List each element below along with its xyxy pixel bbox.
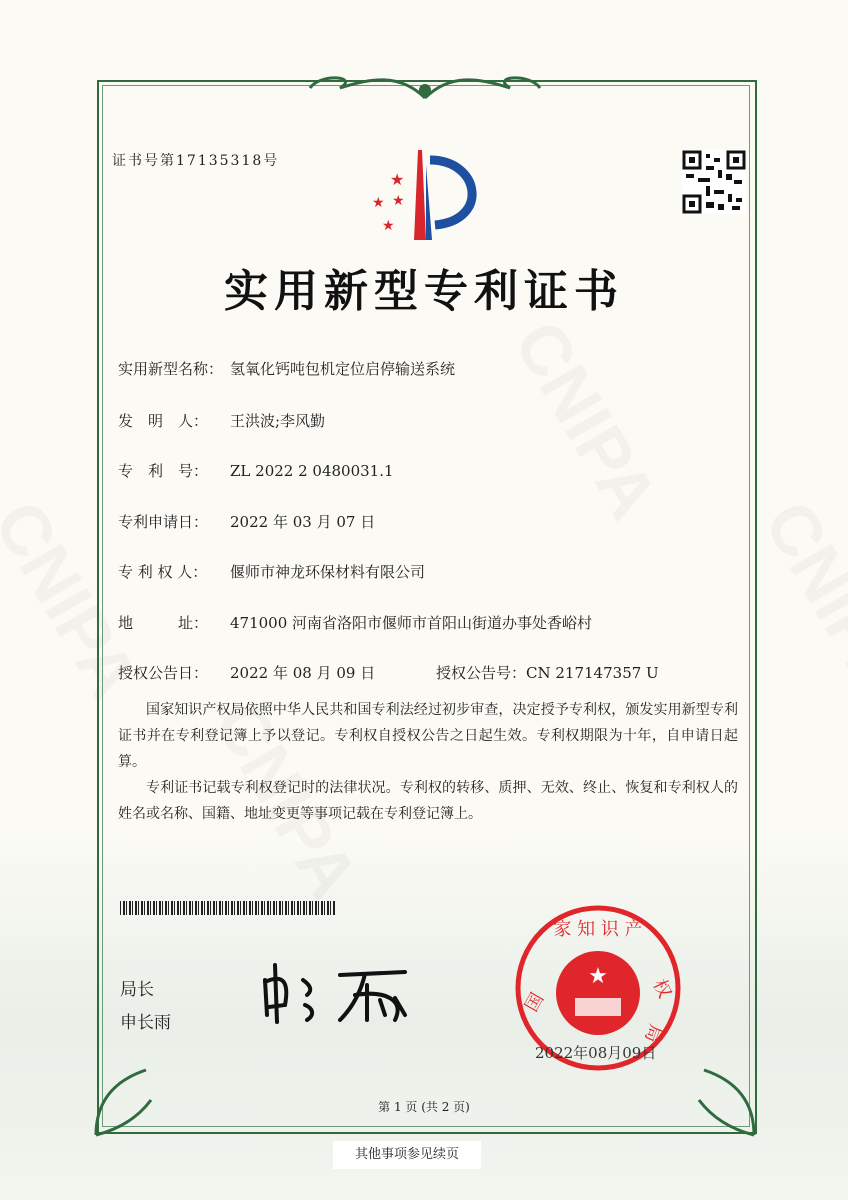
svg-text:权: 权 xyxy=(648,976,676,1002)
field-patent-number xyxy=(118,460,394,481)
svg-text:★: ★ xyxy=(372,195,385,211)
seal-text: 家 知 识 产 xyxy=(553,919,643,940)
statement-paragraph: 国家知识产权局依照中华人民共和国专利法经过初步审查，决定授予专利权，颁发实用新型专利证书并在专利登记簿上予以登记。专利权自授权公告之日起生效。专利权期限为十年，自申请日起算。 xyxy=(118,702,738,770)
signature xyxy=(255,960,445,1030)
svg-text:局: 局 xyxy=(640,1021,667,1046)
field-value: 氢氧化钙吨包机定位启停输送系统 xyxy=(230,360,456,378)
field-label: 地 址： xyxy=(118,614,209,632)
field-label: 实用新型名称： xyxy=(118,360,224,378)
statement-paragraph: 专利证书记载专利权登记时的法律状况。专利权的转移、质押、无效、终止、恢复和专利权人的姓名或名称、国籍、地址变更等事项记载在专利登记簿上。 xyxy=(118,780,738,822)
svg-text:国: 国 xyxy=(521,989,549,1016)
top-ornament xyxy=(300,68,550,108)
seal-date: 2022年08月09日 xyxy=(535,1044,657,1062)
field-value: 王洪波;李风勤 xyxy=(230,412,326,430)
certificate-number: 证书号第17135318号 xyxy=(112,153,280,169)
field-label: 授权公告号： xyxy=(436,664,527,682)
qr-code xyxy=(682,150,746,214)
field-value: 471000 河南省洛阳市偃师市首阳山街道办事处香峪村 xyxy=(230,614,593,632)
field-value: 2022 年 03 月 07 日 xyxy=(230,513,376,531)
field-value: CN 217147357 U xyxy=(526,664,659,682)
barcode xyxy=(120,901,335,915)
page-number: 第 1 页 (共 2 页) xyxy=(378,1100,470,1114)
svg-text:★: ★ xyxy=(390,170,405,189)
signatory-name: 申长雨 xyxy=(120,1013,171,1033)
field-label: 授权公告日： xyxy=(118,664,209,682)
svg-text:★: ★ xyxy=(588,964,608,989)
signatory-title: 局长 xyxy=(120,980,154,1000)
field-inventors xyxy=(118,410,325,431)
continued-note: 其他事项参见续页 xyxy=(333,1141,481,1169)
field-value: ZL 2022 2 0480031.1 xyxy=(230,462,394,480)
field-grant-number xyxy=(436,662,659,683)
field-label: 专 利 权 人： xyxy=(118,563,208,581)
svg-text:★: ★ xyxy=(382,218,395,234)
field-patentee xyxy=(118,561,425,582)
field-label: 专利申请日： xyxy=(118,513,209,531)
field-grant-date xyxy=(118,662,375,683)
cnipa-logo xyxy=(360,145,490,245)
field-value: 偃师市神龙环保材料有限公司 xyxy=(230,563,426,581)
watermark xyxy=(749,488,848,712)
field-application-date xyxy=(118,511,375,532)
field-value: 2022 年 08 月 09 日 xyxy=(230,664,376,682)
field-utility-model-name xyxy=(118,358,455,379)
svg-text:★: ★ xyxy=(392,193,405,209)
field-address xyxy=(118,612,592,633)
certificate-title: 实用新型专利证书 xyxy=(224,266,624,317)
field-label: 发 明 人： xyxy=(118,412,209,430)
field-label: 专 利 号： xyxy=(118,462,209,480)
